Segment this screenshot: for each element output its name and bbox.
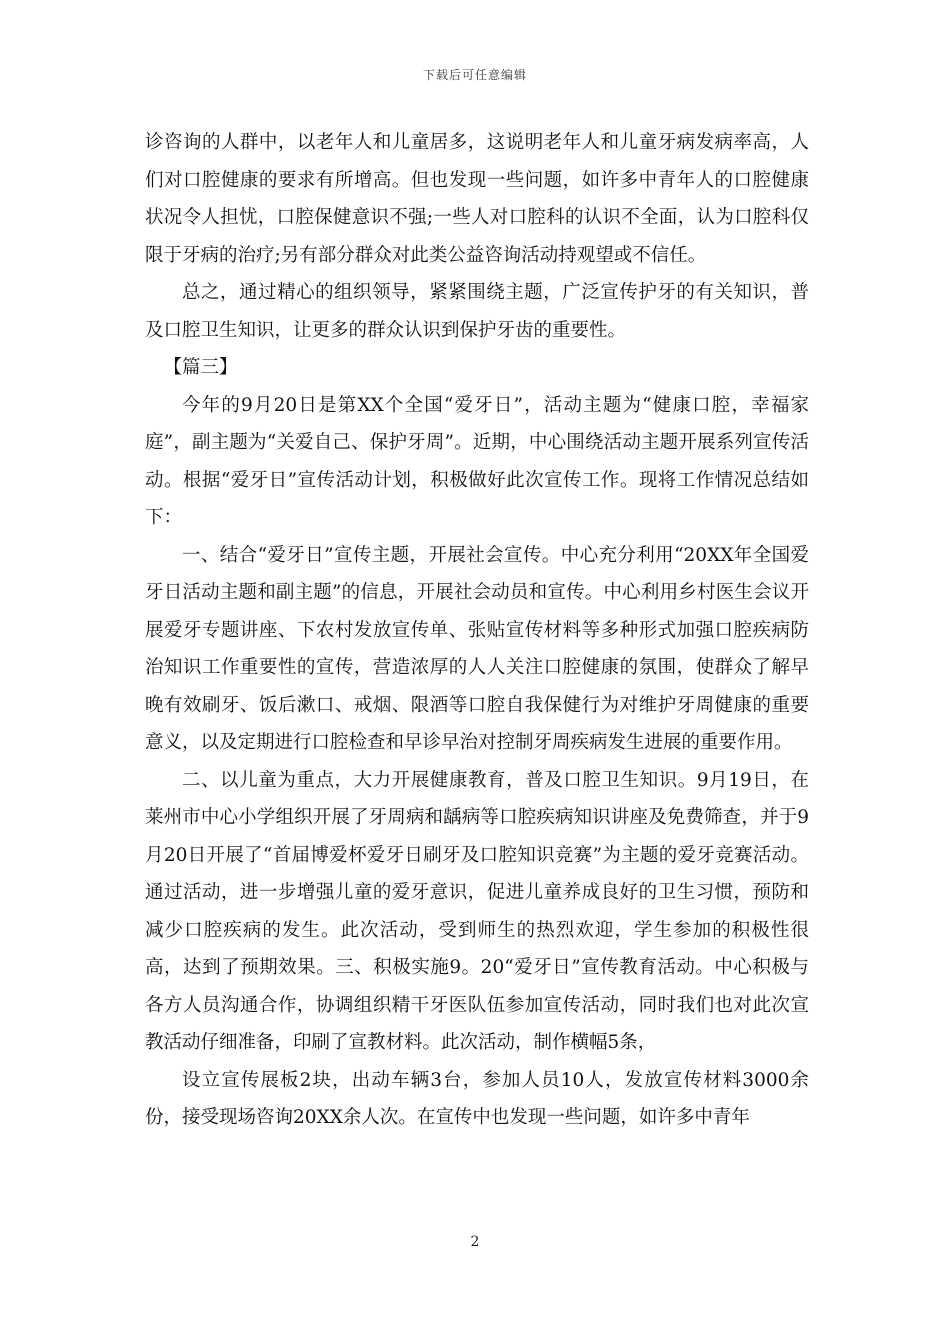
- document-body: [145, 124, 809, 1137]
- paragraph-intro: 今年的9月20日是第XX个全国“爱牙日”，活动主题为“健康口腔，幸福家庭”，副主题为“关爱自己、保护牙周”。近期，中心围绕活动主题开展系列宣传活动。根据“爱牙日”宣传活动计划，积极做好此次宣传工作。现将工作情况总结如下：: [145, 394, 809, 528]
- section-heading: 【篇三】: [163, 357, 238, 378]
- page-header-note: 下载后可任意编辑: [422, 68, 527, 82]
- page-number: 2: [470, 1234, 480, 1250]
- paragraph-point-one: 一、结合“爱牙日”宣传主题，开展社会宣传。中心充分利用“20XX年全国爱牙日活动主题和副主题”的信息，开展社会动员和宣传。中心利用乡村医生会议开展爱牙专题讲座、下农村发放宣传单、张贴宣传材料等多种形式加强口腔疾病防治知识工作重要性的宣传，营造浓厚的人人关注口腔健康的氛围，使群众了解早晚有效刷牙、饭后漱口、戒烟、限酒等口腔自我保健行为对维护牙周健康的重要意义，以及定期进行口腔检查和早诊早治对控制牙周疾病发生进展的重要作用。: [145, 544, 809, 753]
- paragraph-point-two: 二、以儿童为重点，大力开展健康教育，普及口腔卫生知识。9月19日，在莱州市中心小学组织开展了牙周病和龋病等口腔疾病知识讲座及免费筛查，并于9月20日开展了“首届博爱杯爱牙日刷牙及口腔知识竞赛”为主题的爱牙竞赛活动。通过活动，进一步增强儿童的爱牙意识，促进儿童养成良好的卫生习惯，预防和减少口腔疾病的发生。此次活动，受到师生的热烈欢迎，学生参加的积极性很高，达到了预期效果。三、积极实施9。20“爱牙日”宣传教育活动。中心积极与各方人员沟通合作，协调组织精干牙医队伍参加宣传活动，同时我们也对此次宣教活动仔细准备，印刷了宣教材料。此次活动，制作横幅5条，: [145, 769, 809, 1053]
- paragraph-continuation: 诊咨询的人群中，以老年人和儿童居多，这说明老年人和儿童牙病发病率高，人们对口腔健康的要求有所增高。但也发现一些问题，如许多中青年人的口腔健康状况令人担忧，口腔保健意识不强;一些人对口腔科的认识不全面，认为口腔科仅限于牙病的治疗;另有部分群众对此类公益咨询活动持观望或不信任。: [145, 132, 809, 266]
- paragraph-summary: 总之，通过精心的组织领导，紧紧围绕主题，广泛宣传护牙的有关知识，普及口腔卫生知识，让更多的群众认识到保护牙齿的重要性。: [145, 282, 809, 341]
- paragraph-statistics: 设立宣传展板2块，出动车辆3台，参加人员10人，发放宣传材料3000余份，接受现场咨询20XX余人次。在宣传中也发现一些问题，如许多中青年: [145, 1069, 809, 1128]
